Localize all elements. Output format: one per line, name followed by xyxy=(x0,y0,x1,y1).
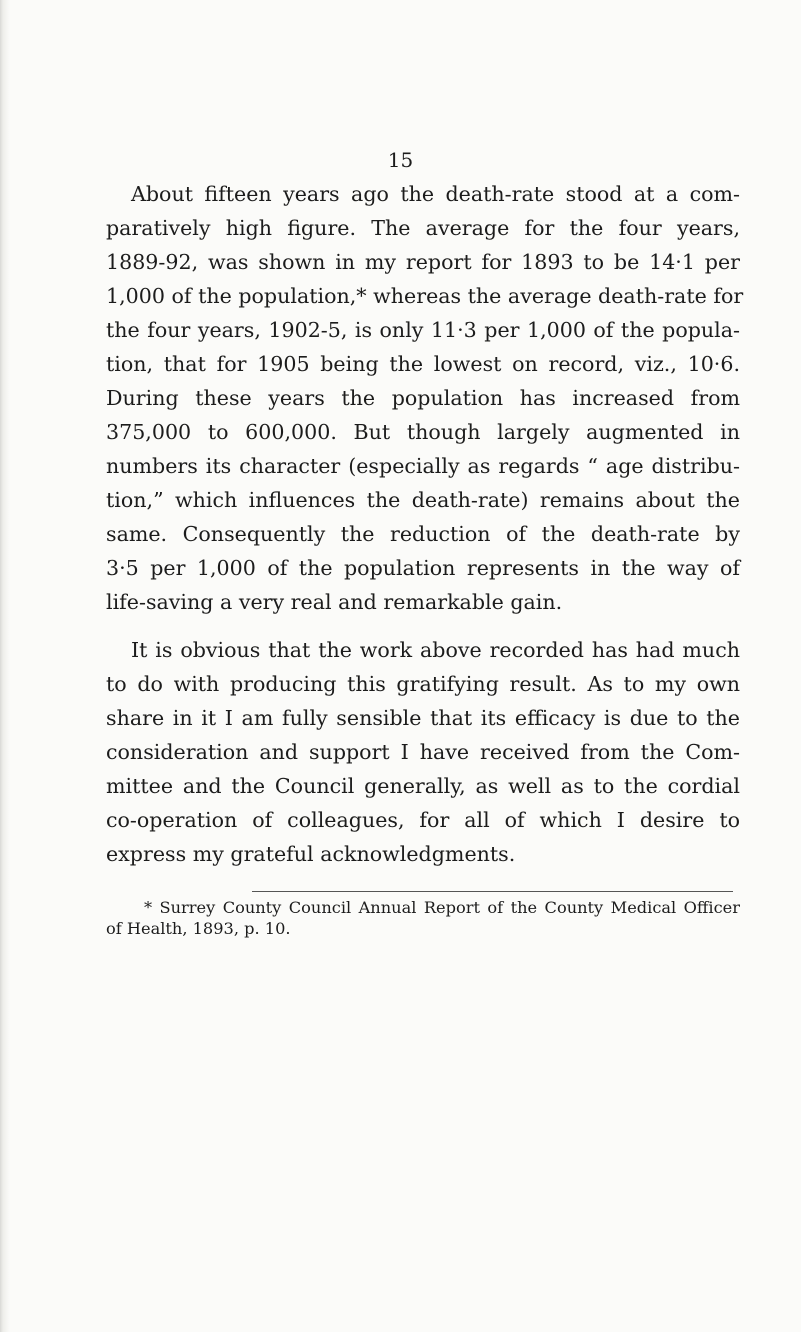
paragraph-1-line: About fifteen years ago the death-rate stood at a com- xyxy=(131,182,740,206)
paragraph-1-line: 1889-92, was shown in my report for 1893 to be 14·1 per xyxy=(106,250,740,274)
paragraph-1-line: 375,000 to 600,000. But though largely augmented in xyxy=(106,420,740,444)
page-left-edge xyxy=(0,0,10,1332)
paragraph-2-line: to do with producing this gratifying result. As to my own xyxy=(106,672,740,696)
paragraph-2-line: It is obvious that the work above recorded has had much xyxy=(131,638,740,662)
page-number: 15 xyxy=(387,148,414,172)
paragraph-2-line: express my grateful acknowledgments. xyxy=(106,842,516,866)
footnote-line-2: of Health, 1893, p. 10. xyxy=(106,919,291,938)
paragraph-2-line: mittee and the Council generally, as well as to the cordial xyxy=(106,774,740,798)
paragraph-1-line: same. Consequently the reduction of the death-rate by xyxy=(106,522,740,546)
paragraph-2-line: co-operation of colleagues, for all of which I desire to xyxy=(106,808,740,832)
paragraph-1-line: the four years, 1902-5, is only 11·3 per 1,000 of the popula- xyxy=(106,318,740,342)
paragraph-1-line: life-saving a very real and remarkable gain. xyxy=(106,590,563,614)
paragraph-1-line: numbers its character (especially as regards “ age distribu- xyxy=(106,454,740,478)
paragraph-2-line: consideration and support I have received from the Com- xyxy=(106,740,740,764)
paragraph-1-line: During these years the population has increased from xyxy=(106,386,740,410)
paragraph-1-line: 3·5 per 1,000 of the population represents in the way of xyxy=(106,556,740,580)
paragraph-1-line: paratively high figure. The average for the four years, xyxy=(106,216,740,240)
footnote-line-1: * Surrey County Council Annual Report of the County Medical Officer xyxy=(144,898,740,917)
paragraph-1-line: tion,” which influences the death-rate) remains about the xyxy=(106,488,740,512)
paragraph-2-line: share in it I am fully sensible that its efficacy is due to the xyxy=(106,706,740,730)
footnote-divider xyxy=(252,891,733,892)
paragraph-1-line: 1,000 of the population,* whereas the average death-rate for xyxy=(106,284,744,308)
paragraph-1-line: tion, that for 1905 being the lowest on record, viz., 10·6. xyxy=(106,352,740,376)
